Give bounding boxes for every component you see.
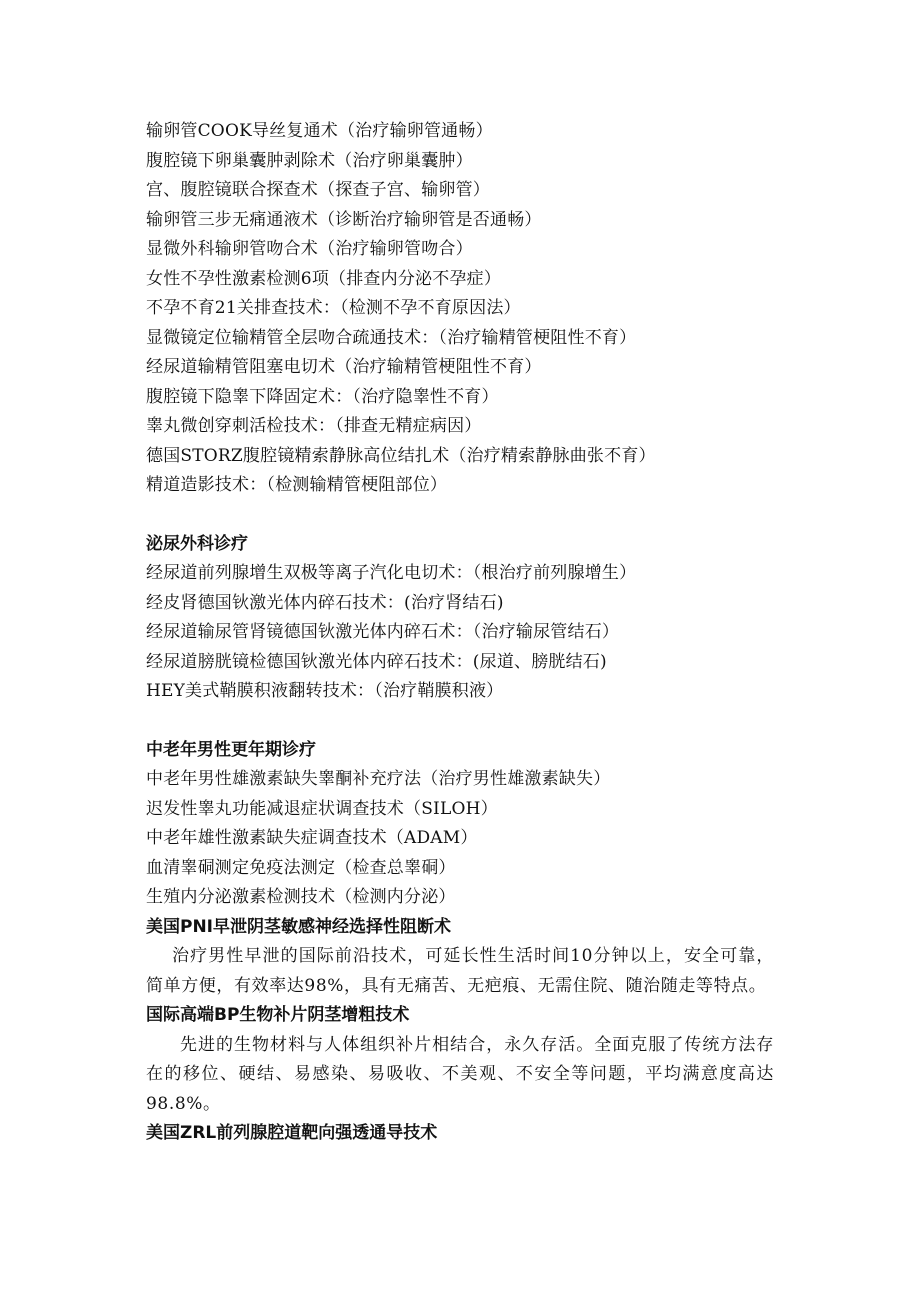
spacer bbox=[146, 501, 786, 530]
list-item: 腹腔镜下卵巢囊肿剥除术（治疗卵巢囊肿） bbox=[146, 150, 473, 171]
list-item: 女性不孕性激素检测6项（排查内分泌不孕症） bbox=[146, 268, 502, 289]
list-item: 德国STORZ腹腔镜精索静脉高位结扎术（治疗精索静脉曲张不育） bbox=[146, 445, 656, 466]
list-item: 不孕不育21关排查技术：（检测不孕不育原因法） bbox=[146, 298, 521, 318]
list-item: 显微外科输卵管吻合术（治疗输卵管吻合） bbox=[146, 239, 473, 259]
section-infertility-list bbox=[146, 117, 786, 501]
section-heading: 美国PNI早泄阴茎敏感神经选择性阻断术 bbox=[146, 916, 452, 937]
section-pni bbox=[146, 913, 786, 1002]
list-item: 精道造影技术：（检测输精管梗阻部位） bbox=[146, 475, 448, 495]
list-item: 迟发性睾丸功能减退症状调查技术（SILOH） bbox=[146, 798, 498, 819]
section-bp bbox=[146, 1001, 786, 1119]
list-item: HEY美式鞘膜积液翻转技术：（治疗鞘膜积液） bbox=[146, 681, 504, 701]
list-item: 经皮肾德国钬激光体内碎石技术：(治疗肾结石) bbox=[146, 592, 504, 613]
list-item: 经尿道输精管阻塞电切术（治疗输精管梗阻性不育） bbox=[146, 357, 542, 377]
list-item: 输卵管COOK导丝复通术（治疗输卵管通畅） bbox=[146, 121, 493, 141]
list-item: 宫、腹腔镜联合探查术（探查子宫、输卵管） bbox=[146, 180, 490, 200]
list-item: 中老年雄性激素缺失症调查技术（ADAM） bbox=[146, 828, 478, 848]
section-urology bbox=[146, 530, 786, 707]
document-page bbox=[146, 117, 786, 1149]
list-item: 经尿道前列腺增生双极等离子汽化电切术：（根治疗前列腺增生） bbox=[146, 563, 637, 583]
section-heading: 美国ZRL前列腺腔道靶向强透通导技术 bbox=[146, 1123, 438, 1143]
list-item: 经尿道输尿管肾镜德国钬激光体内碎石术：（治疗输尿管结石） bbox=[146, 622, 620, 642]
list-item: 显微镜定位输精管全层吻合疏通技术：（治疗输精管梗阻性不育） bbox=[146, 327, 637, 348]
section-heading: 泌尿外科诊疗 bbox=[146, 533, 248, 554]
section-paragraph: 治疗男性早泄的国际前沿技术，可延长性生活时间10分钟以上，安全可靠，简单方便，有效率达98%，具有无痛苦、无疤痕、无需住院、随治随走等特点。 bbox=[146, 946, 774, 996]
list-item: 生殖内分泌激素检测技术（检测内分泌） bbox=[146, 887, 456, 907]
section-heading: 国际高端BP生物补片阴茎增粗技术 bbox=[146, 1005, 410, 1025]
section-heading: 中老年男性更年期诊疗 bbox=[146, 739, 316, 760]
list-item: 腹腔镜下隐睾下降固定术：（治疗隐睾性不育） bbox=[146, 386, 499, 407]
section-andropause bbox=[146, 736, 786, 913]
spacer bbox=[146, 707, 786, 736]
list-item: 输卵管三步无痛通液术（诊断治疗输卵管是否通畅） bbox=[146, 209, 542, 230]
section-paragraph: 先进的生物材料与人体组织补片相结合，永久存活。全面克服了传统方法存在的移位、硬结、易感染、易吸收、不美观、不安全等问题，平均满意度高达98.8%。 bbox=[146, 1034, 774, 1114]
list-item: 睾丸微创穿刺活检技术：（排查无精症病因） bbox=[146, 416, 482, 436]
list-item: 中老年男性雄激素缺失睾酮补充疗法（治疗男性雄激素缺失） bbox=[146, 769, 611, 789]
section-zrl bbox=[146, 1119, 786, 1149]
list-item: 经尿道膀胱镜检德国钬激光体内碎石技术：(尿道、膀胱结石) bbox=[146, 651, 607, 672]
list-item: 血清睾硐测定免疫法测定（检查总睾硐） bbox=[146, 857, 456, 878]
